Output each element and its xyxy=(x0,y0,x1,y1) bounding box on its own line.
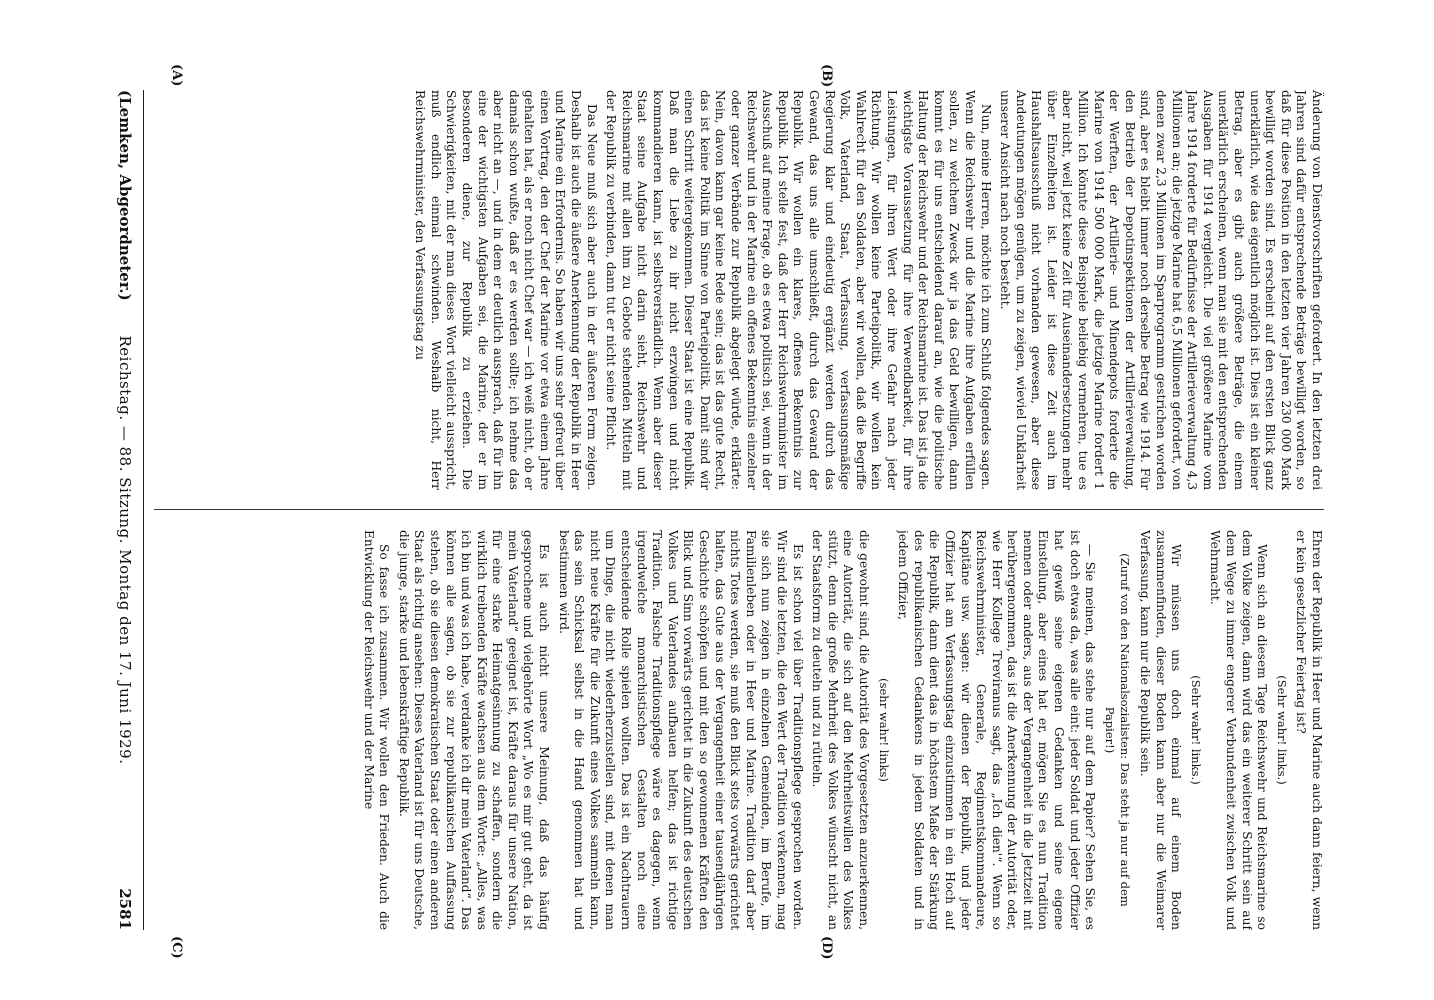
right-column xyxy=(154,530,1324,930)
margin-letter-d: (D) xyxy=(819,936,834,960)
interjection: (Sehr wahr! links.) xyxy=(1188,675,1203,785)
paragraph: Es ist schon viel über Traditionspflege gesprochen worden. Wir sind die letzten, die den Wert der Tradition verkennen, mag sie sich nun zeigen in einzelnen Gemeinden, im Berufe, im Familienleben oder in Heer und Marine. Tradition darf aber nichts Totes werden, sie muß den Blick stets vorwärts gerichtet halten, das Gute aus der Vergangenheit einer tausendjährigen Geschichte schöpfen und mit den so gewonnenen Kräften den Blick und Sinn vorwärts gerichtet in die Zukunft des deutschen Volkes und Vaterlandes aufbauen helfen; das ist richtige Tradition. Falsche Traditionspflege wäre es dagegen, wenn irgendwelche monarchistischen Gestalten noch eine entscheidende Rolle spielen wollten. Das ist ein Nachtrauern um Dinge, die nicht wiederherzustellen sind, mit denen man nicht neue Kräfte für die Zukunft eines Volkes sammeln kann, das sein Schicksal selbst in die Hand genommen hat und bestimmen wird. xyxy=(556,530,805,930)
left-column xyxy=(154,90,1324,490)
column-divider xyxy=(154,509,1324,510)
margin-letter-b: (B) xyxy=(819,64,834,88)
paragraph: Das Neue muß sich aber auch in der äußeren Form zeigen. Deshalb ist auch die äußere Anerkennung der Republik in Heer und Marine ein Erfordernis. So haben wir uns sehr gefreut über einen Vortrag, den der Chef der Marine vor etwa einem Jahre gehalten hat, als er noch nicht Chef war — ich weiß nicht, ob er damals schon wußte, daß er es werden sollte; ich nehme das aber nicht an —, und in dem er deutlich aussprach, daß für ihn eine der wichtigsten Aufgaben sei, die Marine, der er im besonderen diene, zur Republik zu erziehen. Die Schwierigkeiten, mit der man dieses Wort vielleicht ausspricht, muß endlich einmal schwinden. Weshalb nicht, Herr Reichswehrminister, den Verfassungstag zu xyxy=(413,90,599,490)
session-title: Reichstag. — 88. Sitzung. Montag den 17. Juni 1929. xyxy=(116,335,134,765)
paragraph: — Sie meinen, das stehe nur auf dem Papier? Sehen Sie, es ist doch etwas da, was alle eint: jeder Soldat und jeder Offizier hat gewiß seine eigenen Gedanken und seine eigene Einstellung, aber eines hat er, mögen Sie es nun Tradition nennen oder anders, aus der Vergangenheit in die Jetztzeit mit herübergenommen, das ist die Anerkennung der Autorität oder, wie Herr Kollege Treviranus sagt, das „Ich dien'“. Wenn so Reichswehrminister, Generale, Regimentskommandeure, Kapitäne usw. sagen: wir dienen der Republik, und jeder Offizier hat am Verfassungstag einzustimmen in ein Hoch auf die Republik, dann dient das in höchstem Maße der Stärkung des republikanischen Gedankens in jedem Soldaten und in jedem Offizier, xyxy=(896,530,1098,930)
paragraph: Wenn sich an diesem Tage Reichswehr und Reichsmarine so dem Volke zeigen, dann wird das ein weiterer Schritt sein auf dem Wege zu immer engerer Verbundenheit zwischen Volk und Wehrmacht. xyxy=(1208,530,1270,930)
paragraph: die gewohnt sind, die Autorität des Vorgesetzten anzuerkennen, eine Autorität, die sich auf den Mehrheitswillen des Volkes stützt, denn die große Mehrheit des Volkes wünscht nicht, an der Staatsform zu deuteln und zu rütteln. xyxy=(810,530,871,930)
page-content xyxy=(0,64,1434,960)
page-number: 2581 xyxy=(116,888,134,930)
paragraph: Nun, meine Herren, möchte ich zum Schluß folgendes sagen. Wenn die Reichswehr und die Marine ihre Aufgaben erfüllen sollen, zu welchem Zweck wir ja das Geld bewilligen, dann kommt es für uns entscheidend darauf an, wie die politische Haltung der Reichswehr und der Reichsmarine ist. Das ist ja die wichtigste Voraussetzung für ihre Verwendbarkeit, für ihre Leistungen, für ihren Wert oder ihre Gefahr nach jeder Richtung. Wir wollen keine Parteipolitik, wir wollen kein Wahlrecht für den Soldaten, aber wir wollen, daß die Begriffe Volk, Vaterland, Staat, Verfassung, verfassungsmäßige Regierung klar und eindeutig ergänzt werden durch das Gewand, das uns alle umschließt, durch das Gewand der Republik. Wir wollen ein klares, offenes Bekenntnis zur Republik. Ich stelle fest, daß der Herr Reichswehrminister im Ausschuß auf meine Frage, ob es etwa politisch sei, wenn in der Reichswehr und in der Marine ein offenes Bekenntnis einzelner oder ganzer Verbände zur Republik abgelegt würde, erklärte: Nein, davon kann gar keine Rede sein; das ist das gute Recht, das ist keine Politik im Sinne von Parteipolitik. Damit sind wir einen Schritt weitergekommen. Dieser Staat ist eine Republik. Daß man die Liebe zu ihr nicht erzwingen und nicht kommandieren kann, ist selbstverständlich. Wenn aber dieser Staat seine Aufgabe nicht darin sieht, Reichswehr und Reichsmarine mit allen ihm zu Gebote stehenden Mitteln mit der Republik zu verbinden, dann tut er nicht seine Pflicht. xyxy=(604,90,993,490)
interjection: (Sehr wahr! links.) xyxy=(1274,675,1289,785)
speaker-header: (Lemken, Abgeordneter.) xyxy=(116,90,134,301)
interjection: (Zuruf von den Nationalsozialisten: Das steht ja nur auf dem Papier!) xyxy=(1102,553,1133,907)
paragraph: Ehren der Republik in Heer und Marine auch dann feiern, wenn er kein gesetzlicher Feiertag ist? xyxy=(1294,530,1324,930)
interjection: (sehr wahr! links) xyxy=(876,678,891,782)
paragraph: Wir müssen uns doch einmal auf einem Boden zusammenfinden, dieser Boden kann aber nur die Weimarer Verfassung, kann nur die Republik sein. xyxy=(1138,530,1184,930)
margin-letter-a: (A) xyxy=(169,64,184,87)
margin-letter-c: (C) xyxy=(169,936,184,959)
paragraph: Es ist auch nicht unsere Meinung, daß das häufig gesprochene und vielgehörte Wort „Wo es mir gut geht, da ist mein Vaterland“ geeignet ist, Kräfte daraus für unsere Nation, für eine starke Heimatgesinnung zu schaffen, sondern die wirklich treibenden Kräfte wachsen aus dem Worte: „Alles, was ich bin und was ich habe, verdanke ich dir mein Vaterland“. Das können alle sagen, ob sie zur republikanischen Auffassung stehen, ob sie diesen demokratischen Staat oder einen anderen Staat als richtig ansehen: Dieses Vaterland ist für uns Deutsche, die junge, starke und lebenskräftige Republik. xyxy=(396,530,552,930)
running-head xyxy=(104,90,134,930)
paragraph: So fasse ich zusammen. Wir wollen den Frieden. Auch die Entwicklung der Reichswehr und der Marine xyxy=(361,530,392,930)
paragraph: Änderung von Dienstvorschriften gefordert. In den letzten drei Jahren sind dafür entsprechende Beträge bewilligt worden, so daß für diese Position in den letzten vier Jahren 230 000 Mark bewilligt worden sind. Es erscheint auf den ersten Blick ganz unerklärlich, wie das eigentlich möglich ist. Dies ist ein kleiner Betrag, aber es gibt auch größere Beträge, die einem unerklärlich erscheinen, wenn man sie mit den entsprechenden Ausgaben für 1914 vergleicht. Die viel größere Marine vom Jahre 1914 forderte für Bedürfnisse der Artillerieverwaltung 4,3 Millionen an; die jetzige Marine hat 6,5 Millionen gefordert, von denen zwar 2,3 Millionen im Sparprogramm gestrichen worden sind, aber es bleibt immer noch derselbe Betrag wie 1914. Für den Betrieb der Depotinspektionen der Artillerieverwaltung, der Werften, der Artillerie- und Minendepots forderte die Marine von 1914 500 000 Mark, die jetzige Marine fordert 1 Million. Ich könnte diese Beispiele beliebig vermehren, tue es aber nicht, weil jetzt keine Zeit für Auseinandersetzungen mehr über Einzelheiten ist. Leider ist diese Zeit auch im Haushaltsausschuß nicht vorhanden gewesen, aber diese Andeutungen mögen genügen, um zu zeigen, wieviel Unklarheit unserer Ansicht nach noch besteht. xyxy=(998,90,1324,490)
header-rule xyxy=(143,90,144,930)
